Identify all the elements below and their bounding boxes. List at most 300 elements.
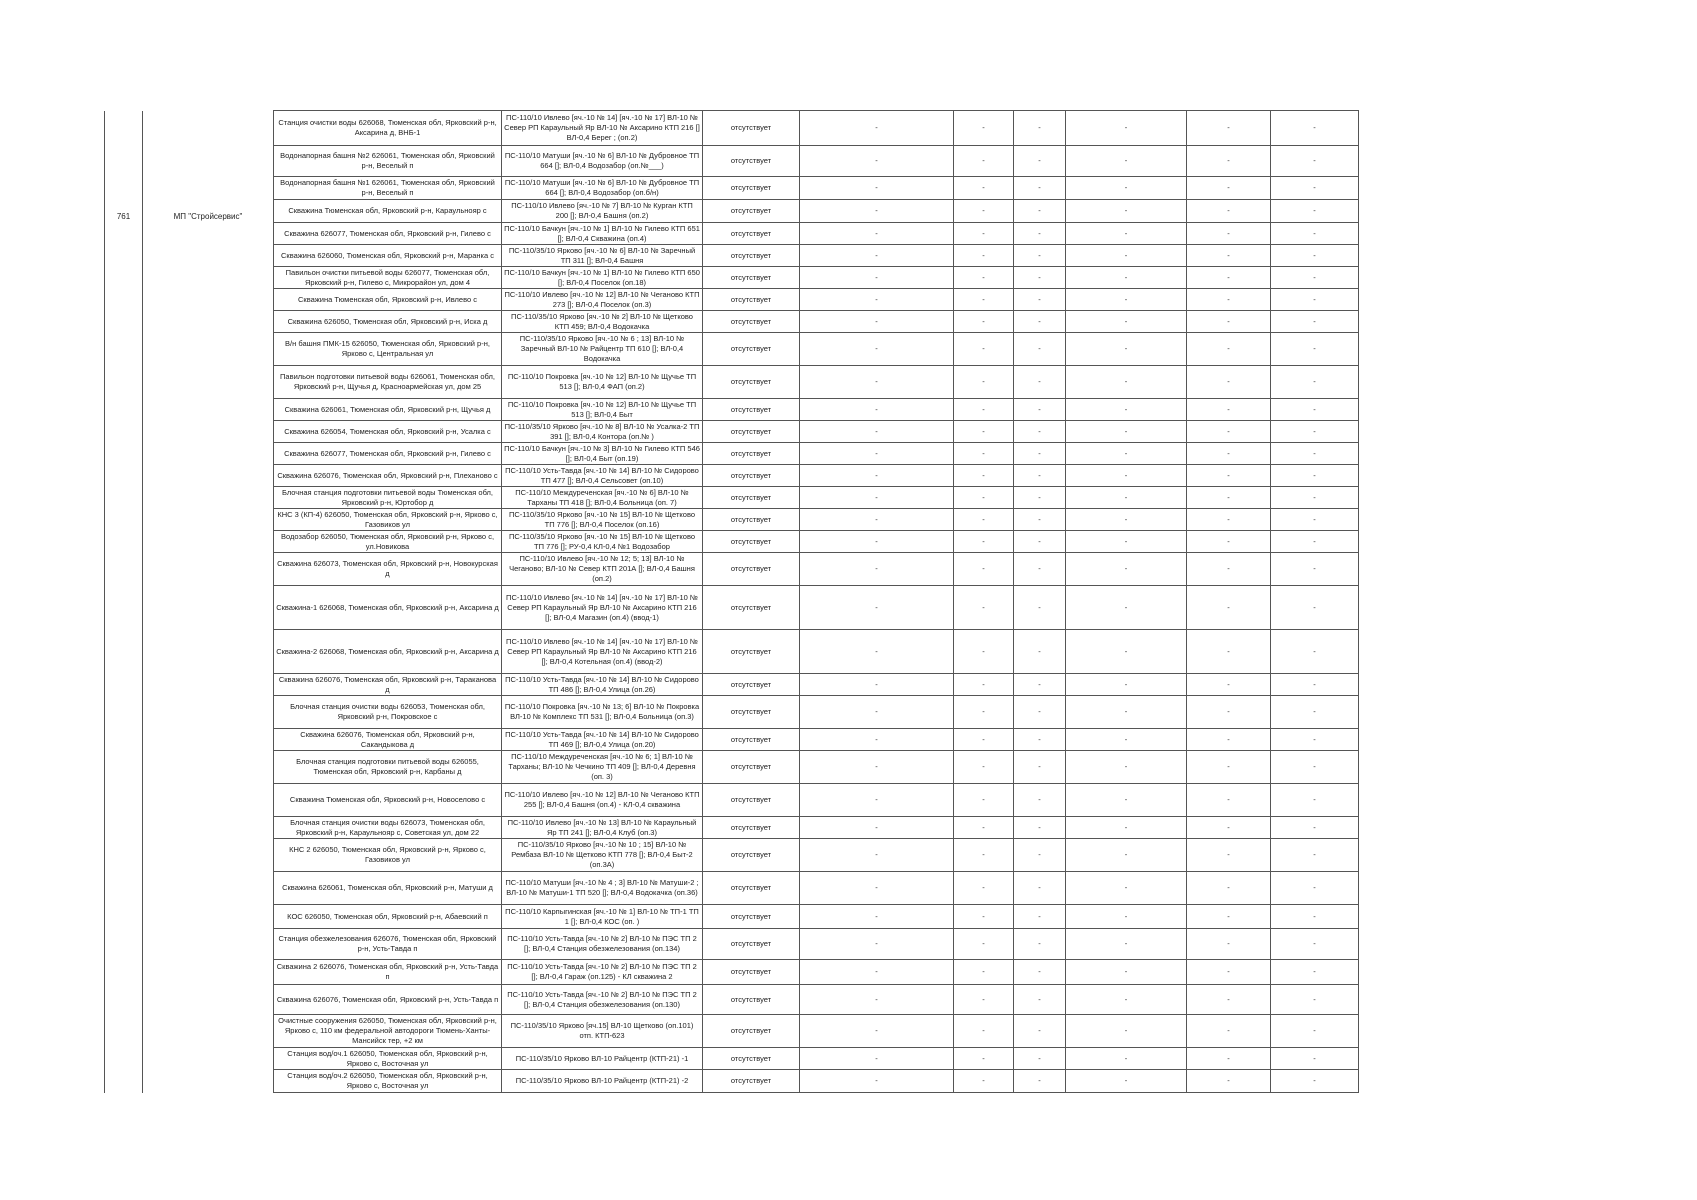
value-cell: - — [1014, 985, 1066, 1015]
status-cell: отсутствует — [703, 929, 800, 960]
object-address-cell: Блочная станция очистки воды 626073, Тюменская обл, Ярковский р-н, Караульнояр с, Советская ул, дом 22 — [274, 817, 502, 839]
feed-point-cell: ПС-110/10 Междуреченская [яч.-10 № 6] ВЛ-10 № Тарханы ТП 418 []; ВЛ-0,4 Больница (оп. 7) — [502, 487, 703, 509]
value-cell: - — [1271, 784, 1359, 817]
feed-point-cell: ПС-110/10 Усть-Тавда [яч.-10 № 2] ВЛ-10 № ПЭС ТП 2 []; ВЛ-0,4 Гараж (оп.125) - КЛ скважина 2 — [502, 960, 703, 985]
value-cell: - — [954, 531, 1014, 553]
value-cell: - — [1014, 553, 1066, 586]
value-cell: - — [800, 586, 954, 630]
value-cell: - — [1187, 487, 1271, 509]
value-cell: - — [1014, 905, 1066, 929]
table-row — [105, 223, 1359, 245]
value-cell: - — [800, 929, 954, 960]
object-address-cell: Блочная станция очистки воды 626053, Тюменская обл, Ярковский р-н, Покровское с — [274, 696, 502, 729]
status-cell: отсутствует — [703, 553, 800, 586]
object-address-cell: Скважина Тюменская обл, Ярковский р-н, Новоселово с — [274, 784, 502, 817]
status-cell: отсутствует — [703, 146, 800, 177]
value-cell: - — [1014, 333, 1066, 366]
value-cell: - — [1066, 421, 1187, 443]
value-cell: - — [954, 905, 1014, 929]
value-cell: - — [1066, 784, 1187, 817]
value-cell: - — [954, 177, 1014, 200]
feed-point-cell: ПС-110/35/10 Ярково [яч.-10 № 8] ВЛ-10 № Усалка-2 ТП 391 []; ВЛ-0,4 Контора (оп.№ ) — [502, 421, 703, 443]
value-cell: - — [1066, 696, 1187, 729]
status-cell: отсутствует — [703, 960, 800, 985]
value-cell: - — [1066, 509, 1187, 531]
value-cell: - — [954, 1048, 1014, 1070]
table-row — [105, 465, 1359, 487]
value-cell: - — [1066, 1070, 1187, 1093]
object-address-cell: Скважина Тюменская обл, Ярковский р-н, Ивлево с — [274, 289, 502, 311]
table-row — [105, 784, 1359, 817]
value-cell: - — [1066, 729, 1187, 751]
value-cell: - — [1187, 366, 1271, 399]
value-cell: - — [800, 146, 954, 177]
feed-point-cell: ПС-110/10 Карпыгинская [яч.-10 № 1] ВЛ-10 № ТП-1 ТП 1 []; ВЛ-0,4 КОС (оп. ) — [502, 905, 703, 929]
value-cell: - — [1066, 399, 1187, 421]
value-cell: - — [800, 267, 954, 289]
value-cell: - — [1271, 531, 1359, 553]
value-cell: - — [800, 751, 954, 784]
value-cell: - — [1014, 784, 1066, 817]
value-cell: - — [1014, 1048, 1066, 1070]
value-cell: - — [1066, 267, 1187, 289]
value-cell: - — [954, 553, 1014, 586]
value-cell: - — [1066, 1048, 1187, 1070]
value-cell: - — [1014, 200, 1066, 223]
value-cell: - — [800, 630, 954, 674]
value-cell: - — [800, 289, 954, 311]
value-cell: - — [954, 839, 1014, 872]
feed-point-cell: ПС-110/10 Матуши [яч.-10 № 6] ВЛ-10 № Дубровное ТП 664 []; ВЛ-0,4 Водозабор (оп.№___) — [502, 146, 703, 177]
value-cell: - — [1066, 487, 1187, 509]
feed-point-cell: ПС-110/10 Бачкун [яч.-10 № 1] ВЛ-10 № Гилево КТП 651 []; ВЛ-0,4 Скважина (оп.4) — [502, 223, 703, 245]
table-row — [105, 630, 1359, 674]
feed-point-cell: ПС-110/35/10 Ярково ВЛ-10 Райцентр (КТП-21) -2 — [502, 1070, 703, 1093]
value-cell: - — [1187, 311, 1271, 333]
status-cell: отсутствует — [703, 985, 800, 1015]
value-cell: - — [1066, 245, 1187, 267]
value-cell: - — [1271, 443, 1359, 465]
value-cell: - — [1014, 929, 1066, 960]
feed-point-cell: ПС-110/10 Матуши [яч.-10 № 4 ; 3] ВЛ-10 № Матуши-2 ; ВЛ-10 № Матуши-1 ТП 520 []; ВЛ-0,4 Водокачка (оп.36) — [502, 872, 703, 905]
value-cell: - — [1066, 630, 1187, 674]
value-cell: - — [800, 905, 954, 929]
value-cell: - — [1187, 267, 1271, 289]
value-cell: - — [800, 311, 954, 333]
value-cell: - — [1271, 553, 1359, 586]
table-row — [105, 487, 1359, 509]
object-address-cell: Водонапорная башня №2 626061, Тюменская обл, Ярковский р-н, Веселый п — [274, 146, 502, 177]
value-cell: - — [1271, 985, 1359, 1015]
value-cell: - — [1271, 289, 1359, 311]
feed-point-cell: ПС-110/35/10 Ярково ВЛ-10 Райцентр (КТП-21) -1 — [502, 1048, 703, 1070]
value-cell: - — [954, 200, 1014, 223]
value-cell: - — [1014, 586, 1066, 630]
value-cell: - — [1187, 553, 1271, 586]
value-cell: - — [1187, 630, 1271, 674]
feed-point-cell: ПС-110/10 Покровка [яч.-10 № 12] ВЛ-10 № Щучье ТП 513 []; ВЛ-0,4 Быт — [502, 399, 703, 421]
value-cell: - — [1066, 553, 1187, 586]
value-cell: - — [800, 366, 954, 399]
value-cell: - — [1066, 586, 1187, 630]
status-cell: отсутствует — [703, 487, 800, 509]
value-cell: - — [954, 784, 1014, 817]
entry-number: 761 — [105, 111, 143, 1093]
value-cell: - — [1187, 929, 1271, 960]
value-cell: - — [1187, 985, 1271, 1015]
value-cell: - — [1066, 111, 1187, 146]
value-cell: - — [1014, 630, 1066, 674]
value-cell: - — [800, 674, 954, 696]
feed-point-cell: ПС-110/35/10 Ярково [яч.-10 № 2] ВЛ-10 № Щетково КТП 459; ВЛ-0,4 Водокачка — [502, 311, 703, 333]
value-cell: - — [1271, 487, 1359, 509]
table-row — [105, 872, 1359, 905]
value-cell: - — [1271, 729, 1359, 751]
status-cell: отсутствует — [703, 465, 800, 487]
value-cell: - — [1271, 509, 1359, 531]
value-cell: - — [1014, 223, 1066, 245]
table-row — [105, 751, 1359, 784]
value-cell: - — [1187, 839, 1271, 872]
feed-point-cell: ПС-110/10 Усть-Тавда [яч.-10 № 14] ВЛ-10 № Сидорово ТП 469 []; ВЛ-0,4 Улица (оп.20) — [502, 729, 703, 751]
table-row — [105, 509, 1359, 531]
table-row — [105, 146, 1359, 177]
value-cell: - — [1187, 399, 1271, 421]
value-cell: - — [1014, 366, 1066, 399]
value-cell: - — [1271, 421, 1359, 443]
value-cell: - — [1271, 200, 1359, 223]
status-cell: отсутствует — [703, 111, 800, 146]
object-address-cell: В/н башня ПМК-15 626050, Тюменская обл, Ярковский р-н, Ярково с, Центральная ул — [274, 333, 502, 366]
value-cell: - — [800, 1070, 954, 1093]
value-cell: - — [1271, 674, 1359, 696]
value-cell: - — [1066, 985, 1187, 1015]
feed-point-cell: ПС-110/10 Покровка [яч.-10 № 12] ВЛ-10 № Щучье ТП 513 []; ВЛ-0,4 ФАП (оп.2) — [502, 366, 703, 399]
value-cell: - — [800, 839, 954, 872]
object-address-cell: Скважина 626073, Тюменская обл, Ярковский р-н, Новокурская д — [274, 553, 502, 586]
feed-point-cell: ПС-110/10 Усть-Тавда [яч.-10 № 2] ВЛ-10 № ПЭС ТП 2 []; ВЛ-0,4 Станция обезжелезования (оп.130) — [502, 985, 703, 1015]
feed-point-cell: ПС-110/10 Ивлево [яч.-10 № 7] ВЛ-10 № Курган КТП 200 []; ВЛ-0,4 Башня (оп.2) — [502, 200, 703, 223]
object-address-cell: Водонапорная башня №1 626061, Тюменская обл, Ярковский р-н, Веселый п — [274, 177, 502, 200]
value-cell: - — [1014, 487, 1066, 509]
feed-point-cell: ПС-110/35/10 Ярково [яч.-10 № 6] ВЛ-10 № Заречный ТП 311 []; ВЛ-0,4 Башня — [502, 245, 703, 267]
feed-point-cell: ПС-110/10 Матуши [яч.-10 № 6] ВЛ-10 № Дубровное ТП 664 []; ВЛ-0,4 Водозабор (оп.б/н) — [502, 177, 703, 200]
status-cell: отсутствует — [703, 267, 800, 289]
value-cell: - — [1271, 586, 1359, 630]
object-address-cell: Станция обезжелезования 626076, Тюменская обл, Ярковский р-н, Усть-Тавда п — [274, 929, 502, 960]
value-cell: - — [1066, 289, 1187, 311]
value-cell: - — [800, 465, 954, 487]
value-cell: - — [1066, 200, 1187, 223]
value-cell: - — [1014, 817, 1066, 839]
value-cell: - — [1271, 1015, 1359, 1048]
object-address-cell: Скважина 626076, Тюменская обл, Ярковский р-н, Усть-Тавда п — [274, 985, 502, 1015]
object-address-cell: Скважина Тюменская обл, Ярковский р-н, Караульнояр с — [274, 200, 502, 223]
value-cell: - — [800, 245, 954, 267]
status-cell: отсутствует — [703, 905, 800, 929]
value-cell: - — [1187, 784, 1271, 817]
value-cell: - — [1187, 751, 1271, 784]
table-row — [105, 531, 1359, 553]
value-cell: - — [1271, 872, 1359, 905]
value-cell: - — [1014, 289, 1066, 311]
value-cell: - — [1014, 696, 1066, 729]
value-cell: - — [1066, 443, 1187, 465]
status-cell: отсутствует — [703, 421, 800, 443]
status-cell: отсутствует — [703, 311, 800, 333]
feed-point-cell: ПС-110/10 Покровка [яч.-10 № 13; 6] ВЛ-10 № Покровка ВЛ-10 № Комплекс ТП 531 []; ВЛ-0,4 Больница (оп.3) — [502, 696, 703, 729]
value-cell: - — [1271, 333, 1359, 366]
value-cell: - — [1187, 1015, 1271, 1048]
value-cell: - — [1014, 146, 1066, 177]
status-cell: отсутствует — [703, 531, 800, 553]
value-cell: - — [1066, 905, 1187, 929]
table-row — [105, 311, 1359, 333]
object-address-cell: Скважина 626061, Тюменская обл, Ярковский р-н, Щучья д — [274, 399, 502, 421]
object-address-cell: КНС 3 (КП-4) 626050, Тюменская обл, Ярковский р-н, Ярково с, Газовиков ул — [274, 509, 502, 531]
value-cell: - — [1271, 311, 1359, 333]
status-cell: отсутствует — [703, 443, 800, 465]
table-row — [105, 245, 1359, 267]
value-cell: - — [1187, 960, 1271, 985]
table-row — [105, 267, 1359, 289]
value-cell: - — [1066, 311, 1187, 333]
object-address-cell: Скважина 626054, Тюменская обл, Ярковский р-н, Усалка с — [274, 421, 502, 443]
object-address-cell: Скважина 2 626076, Тюменская обл, Ярковский р-н, Усть-Тавда п — [274, 960, 502, 985]
value-cell: - — [1271, 839, 1359, 872]
value-cell: - — [1014, 465, 1066, 487]
value-cell: - — [800, 784, 954, 817]
value-cell: - — [954, 872, 1014, 905]
table-row — [105, 289, 1359, 311]
value-cell: - — [1187, 509, 1271, 531]
value-cell: - — [1271, 929, 1359, 960]
value-cell: - — [1271, 1070, 1359, 1093]
value-cell: - — [1187, 586, 1271, 630]
value-cell: - — [954, 817, 1014, 839]
value-cell: - — [1066, 674, 1187, 696]
value-cell: - — [1066, 929, 1187, 960]
value-cell: - — [954, 111, 1014, 146]
object-address-cell: Скважина-2 626068, Тюменская обл, Ярковский р-н, Аксарина д — [274, 630, 502, 674]
value-cell: - — [1271, 366, 1359, 399]
object-address-cell: Блочная станция подготовки питьевой воды 626055, Тюменская обл, Ярковский р-н, Карбаны д — [274, 751, 502, 784]
status-cell: отсутствует — [703, 223, 800, 245]
table-row — [105, 399, 1359, 421]
value-cell: - — [954, 929, 1014, 960]
value-cell: - — [1271, 630, 1359, 674]
value-cell: - — [800, 960, 954, 985]
feed-point-cell: ПС-110/35/10 Ярково [яч.-10 № 15] ВЛ-10 № Щетково ТП 776 []; ВЛ-0,4 Поселок (оп.16) — [502, 509, 703, 531]
value-cell: - — [1014, 399, 1066, 421]
value-cell: - — [954, 399, 1014, 421]
value-cell: - — [1271, 399, 1359, 421]
status-cell: отсутствует — [703, 200, 800, 223]
value-cell: - — [1271, 267, 1359, 289]
value-cell: - — [954, 729, 1014, 751]
value-cell: - — [954, 509, 1014, 531]
feed-point-cell: ПС-110/10 Ивлево [яч.-10 № 12] ВЛ-10 № Чеганово КТП 273 []; ВЛ-0,4 Поселок (оп.3) — [502, 289, 703, 311]
status-cell: отсутствует — [703, 674, 800, 696]
value-cell: - — [954, 245, 1014, 267]
value-cell: - — [1014, 960, 1066, 985]
feed-point-cell: ПС-110/10 Ивлево [яч.-10 № 13] ВЛ-10 № Караульный Яр ТП 241 []; ВЛ-0,4 Клуб (оп.3) — [502, 817, 703, 839]
feed-point-cell: ПС-110/35/10 Ярково [яч.-10 № 15] ВЛ-10 № Щетково ТП 776 []; РУ-0,4 КЛ-0,4 №1 Водозабор — [502, 531, 703, 553]
value-cell: - — [1187, 245, 1271, 267]
value-cell: - — [1014, 267, 1066, 289]
feed-point-cell: ПС-110/10 Ивлево [яч.-10 № 12] ВЛ-10 № Чеганово КТП 255 []; ВЛ-0,4 Башня (оп.4) - КЛ-0,4 скважина — [502, 784, 703, 817]
value-cell: - — [800, 399, 954, 421]
feed-point-cell: ПС-110/35/10 Ярково [яч.-10 № 10 ; 15] ВЛ-10 № Рембаза ВЛ-10 № Щетково КТП 778 []; ВЛ-0,4 Быт-2 (оп.3А) — [502, 839, 703, 872]
feed-point-cell: ПС-110/10 Усть-Тавда [яч.-10 № 2] ВЛ-10 № ПЭС ТП 2 []; ВЛ-0,4 Станция обезжелезования (оп.134) — [502, 929, 703, 960]
table-row — [105, 1015, 1359, 1048]
table-row — [105, 905, 1359, 929]
value-cell: - — [800, 333, 954, 366]
object-address-cell: КОС 626050, Тюменская обл, Ярковский р-н, Абаевский п — [274, 905, 502, 929]
value-cell: - — [1271, 751, 1359, 784]
value-cell: - — [954, 333, 1014, 366]
feed-point-cell: ПС-110/10 Ивлево [яч.-10 № 14] [яч.-10 № 17] ВЛ-10 № Север РП Караульный Яр ВЛ-10 № Аксарино КТП 216 []; ВЛ-0,4 Котельная (оп.4) (ввод-2) — [502, 630, 703, 674]
table-row — [105, 729, 1359, 751]
table-row — [105, 200, 1359, 223]
value-cell: - — [1014, 1015, 1066, 1048]
value-cell: - — [1271, 905, 1359, 929]
value-cell: - — [1271, 245, 1359, 267]
table-row — [105, 985, 1359, 1015]
value-cell: - — [800, 985, 954, 1015]
value-cell: - — [954, 696, 1014, 729]
object-address-cell: Скважина 626077, Тюменская обл, Ярковский р-н, Гилево с — [274, 443, 502, 465]
object-address-cell: Скважина-1 626068, Тюменская обл, Ярковский р-н, Аксарина д — [274, 586, 502, 630]
value-cell: - — [954, 751, 1014, 784]
status-cell: отсутствует — [703, 366, 800, 399]
value-cell: - — [1014, 421, 1066, 443]
table-body — [105, 111, 1359, 1093]
value-cell: - — [1066, 872, 1187, 905]
value-cell: - — [1187, 872, 1271, 905]
value-cell: - — [1187, 1048, 1271, 1070]
value-cell: - — [1014, 872, 1066, 905]
value-cell: - — [1066, 146, 1187, 177]
status-cell: отсутствует — [703, 1015, 800, 1048]
value-cell: - — [1271, 111, 1359, 146]
value-cell: - — [1066, 177, 1187, 200]
status-cell: отсутствует — [703, 177, 800, 200]
value-cell: - — [800, 223, 954, 245]
table-row — [105, 111, 1359, 146]
value-cell: - — [954, 421, 1014, 443]
status-cell: отсутствует — [703, 245, 800, 267]
value-cell: - — [800, 487, 954, 509]
value-cell: - — [1187, 465, 1271, 487]
value-cell: - — [1014, 311, 1066, 333]
value-cell: - — [954, 674, 1014, 696]
status-cell: отсутствует — [703, 399, 800, 421]
status-cell: отсутствует — [703, 696, 800, 729]
value-cell: - — [1066, 817, 1187, 839]
value-cell: - — [1014, 509, 1066, 531]
object-address-cell: Скважина 626050, Тюменская обл, Ярковский р-н, Иска д — [274, 311, 502, 333]
value-cell: - — [1271, 177, 1359, 200]
value-cell: - — [1014, 674, 1066, 696]
table-row — [105, 366, 1359, 399]
value-cell: - — [800, 729, 954, 751]
value-cell: - — [1271, 960, 1359, 985]
table-row — [105, 929, 1359, 960]
value-cell: - — [1187, 289, 1271, 311]
status-cell: отсутствует — [703, 333, 800, 366]
value-cell: - — [954, 443, 1014, 465]
value-cell: - — [954, 960, 1014, 985]
value-cell: - — [1014, 729, 1066, 751]
value-cell: - — [1187, 111, 1271, 146]
feed-point-cell: ПС-110/10 Бачкун [яч.-10 № 3] ВЛ-10 № Гилево КТП 546 []; ВЛ-0,4 Быт (оп.19) — [502, 443, 703, 465]
status-cell: отсутствует — [703, 751, 800, 784]
table-row — [105, 839, 1359, 872]
feed-point-cell: ПС-110/10 Ивлево [яч.-10 № 14] [яч.-10 № 17] ВЛ-10 № Север РП Караульный Яр ВЛ-10 № Аксарино КТП 216 [] ВЛ-0,4 Берег ; (оп.2) — [502, 111, 703, 146]
table-row — [105, 817, 1359, 839]
feed-point-cell: ПС-110/10 Междуреченская [яч.-10 № 6; 1] ВЛ-10 № Тарханы; ВЛ-10 № Чечкино ТП 409 []; ВЛ-0,4 Деревня (оп. 3) — [502, 751, 703, 784]
value-cell: - — [800, 111, 954, 146]
object-address-cell: Павильон подготовки питьевой воды 626061, Тюменская обл, Ярковский р-н, Щучья д, Красноармейская ул, дом 25 — [274, 366, 502, 399]
feed-point-cell: ПС-110/10 Ивлево [яч.-10 № 12; 5; 13] ВЛ-10 № Чеганово; ВЛ-10 № Север КТП 201А []; ВЛ-0,4 Башня (оп.2) — [502, 553, 703, 586]
object-address-cell: Павильон очистки питьевой воды 626077, Тюменская обл, Ярковский р-н, Гилево с, Микрорайон ул, дом 4 — [274, 267, 502, 289]
status-cell: отсутствует — [703, 784, 800, 817]
value-cell: - — [954, 586, 1014, 630]
value-cell: - — [954, 223, 1014, 245]
value-cell: - — [954, 1015, 1014, 1048]
table-row — [105, 333, 1359, 366]
value-cell: - — [1066, 751, 1187, 784]
value-cell: - — [1066, 333, 1187, 366]
value-cell: - — [800, 696, 954, 729]
value-cell: - — [800, 200, 954, 223]
value-cell: - — [1187, 1070, 1271, 1093]
status-cell: отсутствует — [703, 630, 800, 674]
status-cell: отсутствует — [703, 817, 800, 839]
object-address-cell: Скважина 626076, Тюменская обл, Ярковский р-н, Сакандыкова д — [274, 729, 502, 751]
value-cell: - — [1066, 366, 1187, 399]
object-address-cell: Станция очистки воды 626068, Тюменская обл, Ярковский р-н, Аксарина д, ВНБ-1 — [274, 111, 502, 146]
value-cell: - — [1271, 146, 1359, 177]
value-cell: - — [1187, 146, 1271, 177]
value-cell: - — [1187, 674, 1271, 696]
status-cell: отсутствует — [703, 729, 800, 751]
value-cell: - — [1014, 177, 1066, 200]
object-address-cell: Станция вод/оч.2 626050, Тюменская обл, Ярковский р-н, Ярково с, Восточная ул — [274, 1070, 502, 1093]
value-cell: - — [800, 553, 954, 586]
value-cell: - — [1066, 1015, 1187, 1048]
value-cell: - — [1066, 223, 1187, 245]
status-cell: отсутствует — [703, 1070, 800, 1093]
value-cell: - — [1271, 696, 1359, 729]
value-cell: - — [800, 531, 954, 553]
value-cell: - — [1014, 443, 1066, 465]
value-cell: - — [1271, 1048, 1359, 1070]
value-cell: - — [1187, 333, 1271, 366]
table-row — [105, 177, 1359, 200]
value-cell: - — [1014, 1070, 1066, 1093]
value-cell: - — [1271, 817, 1359, 839]
table-row — [105, 674, 1359, 696]
feed-point-cell: ПС-110/10 Бачкун [яч.-10 № 1] ВЛ-10 № Гилево КТП 650 []; ВЛ-0,4 Поселок (оп.18) — [502, 267, 703, 289]
table-row — [105, 421, 1359, 443]
table-row — [105, 1048, 1359, 1070]
value-cell: - — [800, 1048, 954, 1070]
value-cell: - — [1187, 696, 1271, 729]
object-address-cell: Станция вод/оч.1 626050, Тюменская обл, Ярковский р-н, Ярково с, Восточная ул — [274, 1048, 502, 1070]
value-cell: - — [954, 630, 1014, 674]
